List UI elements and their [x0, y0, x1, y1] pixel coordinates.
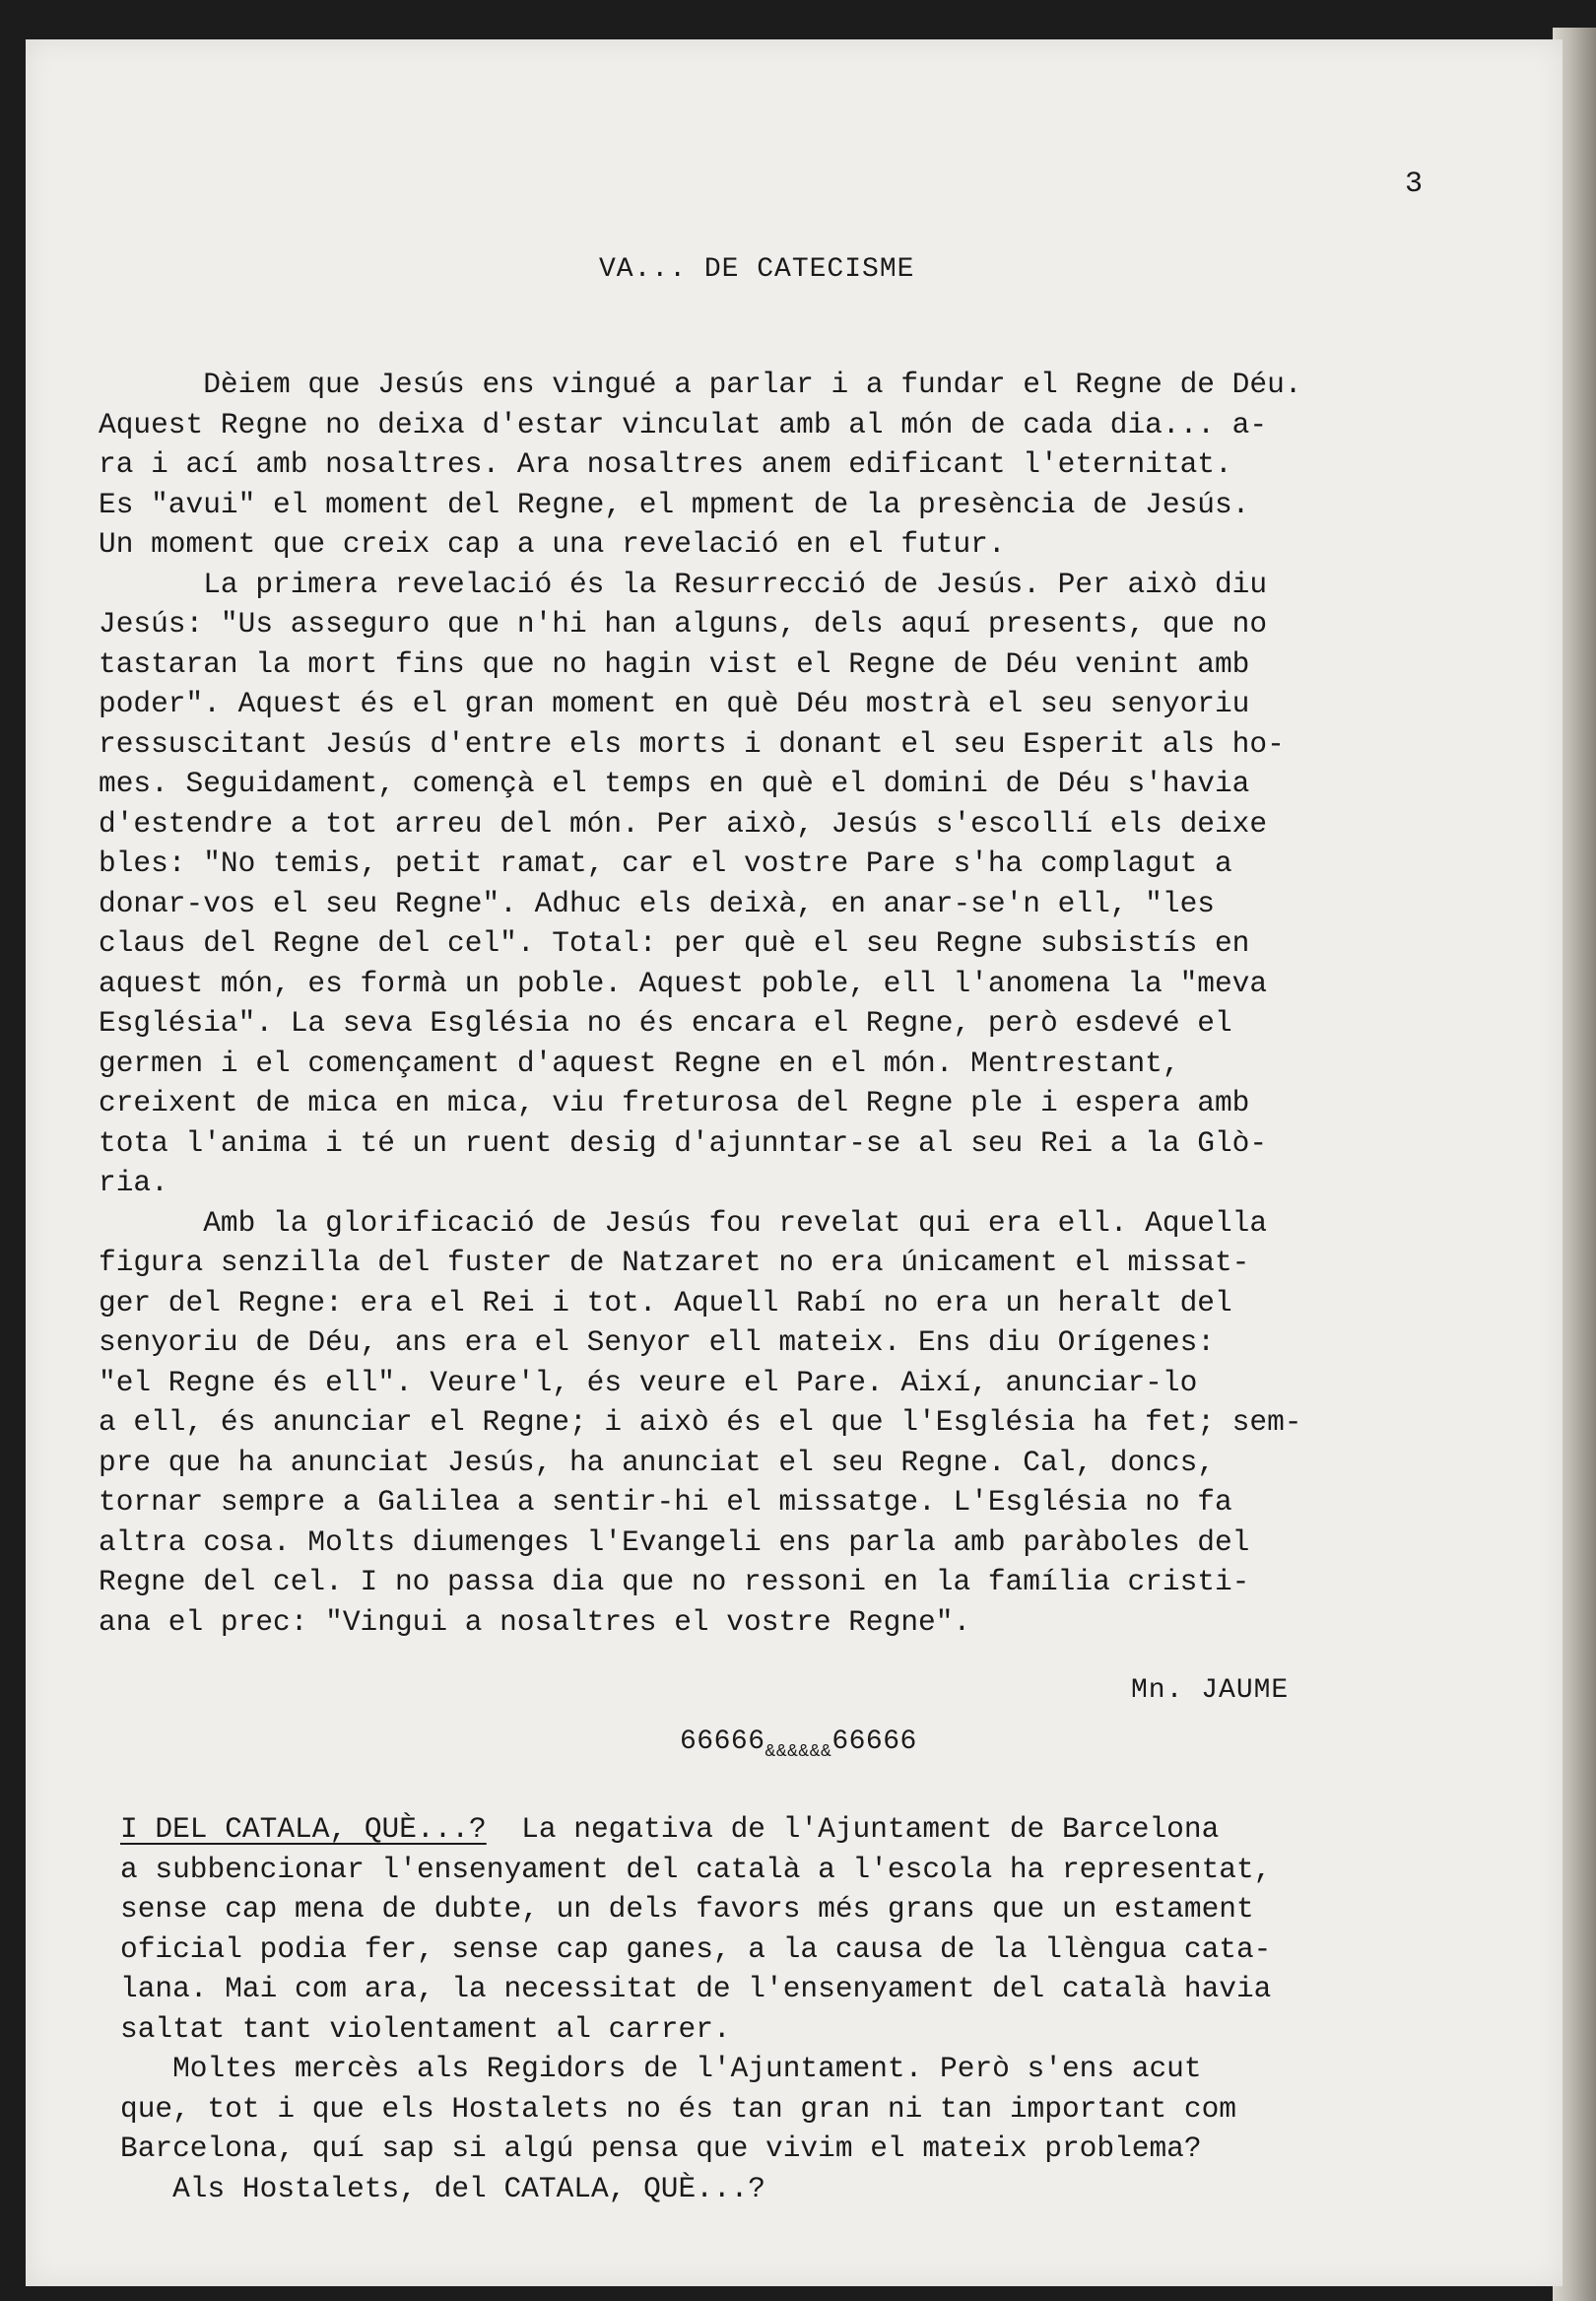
- body-line: Moltes mercès als Regidors de l'Ajuntament. Però s'ens acut: [120, 2052, 1202, 2085]
- body-line: senyoriu de Déu, ans era el Senyor ell mateix. Ens diu Orígenes:: [99, 1325, 1215, 1359]
- body-line: oficial podia fer, sense cap ganes, a la causa de la llèngua cata-: [120, 1931, 1272, 1966]
- body-line: La primera revelació és la Resurrecció de Jesús. Per això diu: [99, 567, 1268, 601]
- body-line: Barcelona, quí sap si algú pensa que vivim el mateix problema?: [120, 2132, 1202, 2165]
- article-two-title: I DEL CATALA, QUÈ...?: [120, 1812, 487, 1846]
- body-line: Es "avui" el moment del Regne, el mpment de la presència de Jesús.: [99, 487, 1250, 521]
- body-line: Església". La seva Església no és encara el Regne, però esdevé el: [99, 1006, 1232, 1040]
- body-line: saltat tant violentament al carrer.: [120, 2011, 731, 2046]
- body-line: "el Regne és ell". Veure'l, és veure el Pare. Així, anunciar-lo: [99, 1365, 1198, 1399]
- body-line: altra cosa. Molts diumenges l'Evangeli ens parla amb paràboles del: [99, 1524, 1250, 1559]
- body-line: poder". Aquest és el gran moment en què Déu mostrà el seu senyoriu: [99, 687, 1250, 720]
- body-line: a subbencionar l'ensenyament del català a l'escola ha representat,: [120, 1852, 1272, 1886]
- body-line: que, tot i que els Hostalets no és tan gran ni tan important com: [120, 2091, 1236, 2126]
- separator-left: 66666: [680, 1726, 765, 1757]
- body-line: tota l'anima i té un ruent desig d'ajunntar-se al seu Rei a la Glò-: [99, 1125, 1268, 1160]
- body-line: ger del Regne: era el Rei i tot. Aquell Rabí no era un heralt del: [99, 1285, 1232, 1320]
- body-line: Aquest Regne no deixa d'estar vinculat amb al món de cada dia... a-: [99, 407, 1268, 441]
- body-line: bles: "No temis, petit ramat, car el vostre Pare s'ha complagut a: [99, 846, 1232, 880]
- article-heading: VA... DE CATECISME: [599, 254, 915, 285]
- body-line: ra i ací amb nosaltres. Ara nosaltres anem edificant l'eternitat.: [99, 447, 1232, 481]
- body-line: ana el prec: "Vingui a nosaltres el vostre Regne".: [99, 1604, 971, 1639]
- body-line: lana. Mai com ara, la necessitat de l'ensenyament del català havia: [120, 1972, 1272, 2005]
- body-line: mes. Seguidament, començà el temps en què el domini de Déu s'havia: [99, 767, 1250, 800]
- body-line: ria.: [99, 1166, 168, 1199]
- body-line: Amb la glorificació de Jesús fou revelat qui era ell. Aquella: [99, 1205, 1268, 1240]
- body-line: Dèiem que Jesús ens vingué a parlar i a fundar el Regne de Déu.: [99, 368, 1302, 401]
- body-line: tornar sempre a Galilea a sentir-hi el missatge. L'Església no fa: [99, 1485, 1232, 1519]
- body-line: Jesús: "Us asseguro que n'hi han alguns, dels aquí presents, que no: [99, 607, 1268, 641]
- body-line: Un moment que creix cap a una revelació en el futur.: [99, 527, 1006, 561]
- body-line: Regne del cel. I no passa dia que no ressoni en la família cristi-: [99, 1565, 1250, 1598]
- body-line: La negativa de l'Ajuntament de Barcelona: [486, 1812, 1220, 1846]
- body-line: aquest món, es formà un poble. Aquest poble, ell l'anomena la "meva: [99, 966, 1268, 1000]
- body-line: pre que ha anunciat Jesús, ha anunciat el seu Regne. Cal, doncs,: [99, 1445, 1215, 1479]
- body-line: tastaran la mort fins que no hagin vist el Regne de Déu venint amb: [99, 646, 1250, 681]
- body-line: sense cap mena de dubte, un dels favors més grans que un estament: [120, 1892, 1254, 1926]
- section-separator: [680, 1726, 917, 1762]
- article-two-first-line: [120, 1809, 1499, 1850]
- body-line: claus del Regne del cel". Total: per què el seu Regne subsistís en: [99, 926, 1250, 960]
- body-line: creixent de mica en mica, viu freturosa del Regne ple i espera amb: [99, 1086, 1250, 1119]
- body-line: Als Hostalets, del CATALA, QUÈ...?: [120, 2171, 766, 2205]
- separator-right: 66666: [831, 1726, 917, 1757]
- author-signature: Mn. JAUME: [1131, 1675, 1290, 1706]
- page-number: 3: [1405, 168, 1424, 201]
- body-line: d'estendre a tot arreu del món. Per això, Jesús s'escollí els deixe: [99, 806, 1268, 841]
- article-two: [120, 1809, 1499, 2208]
- body-line: figura senzilla del fuster de Natzaret no era únicament el missat-: [99, 1246, 1250, 1279]
- article-body: [99, 365, 1478, 1642]
- body-line: a ell, és anunciar el Regne; i això és el que l'Església ha fet; sem-: [99, 1405, 1302, 1439]
- body-line: donar-vos el seu Regne". Adhuc els deixà, en anar-se'n ell, "les: [99, 886, 1215, 920]
- body-line: germen i el començament d'aquest Regne en el món. Mentrestant,: [99, 1046, 1180, 1080]
- separator-middle: &&&&&&: [765, 1742, 832, 1762]
- body-line: ressuscitant Jesús d'entre els morts i donant el seu Esperit als ho-: [99, 726, 1285, 761]
